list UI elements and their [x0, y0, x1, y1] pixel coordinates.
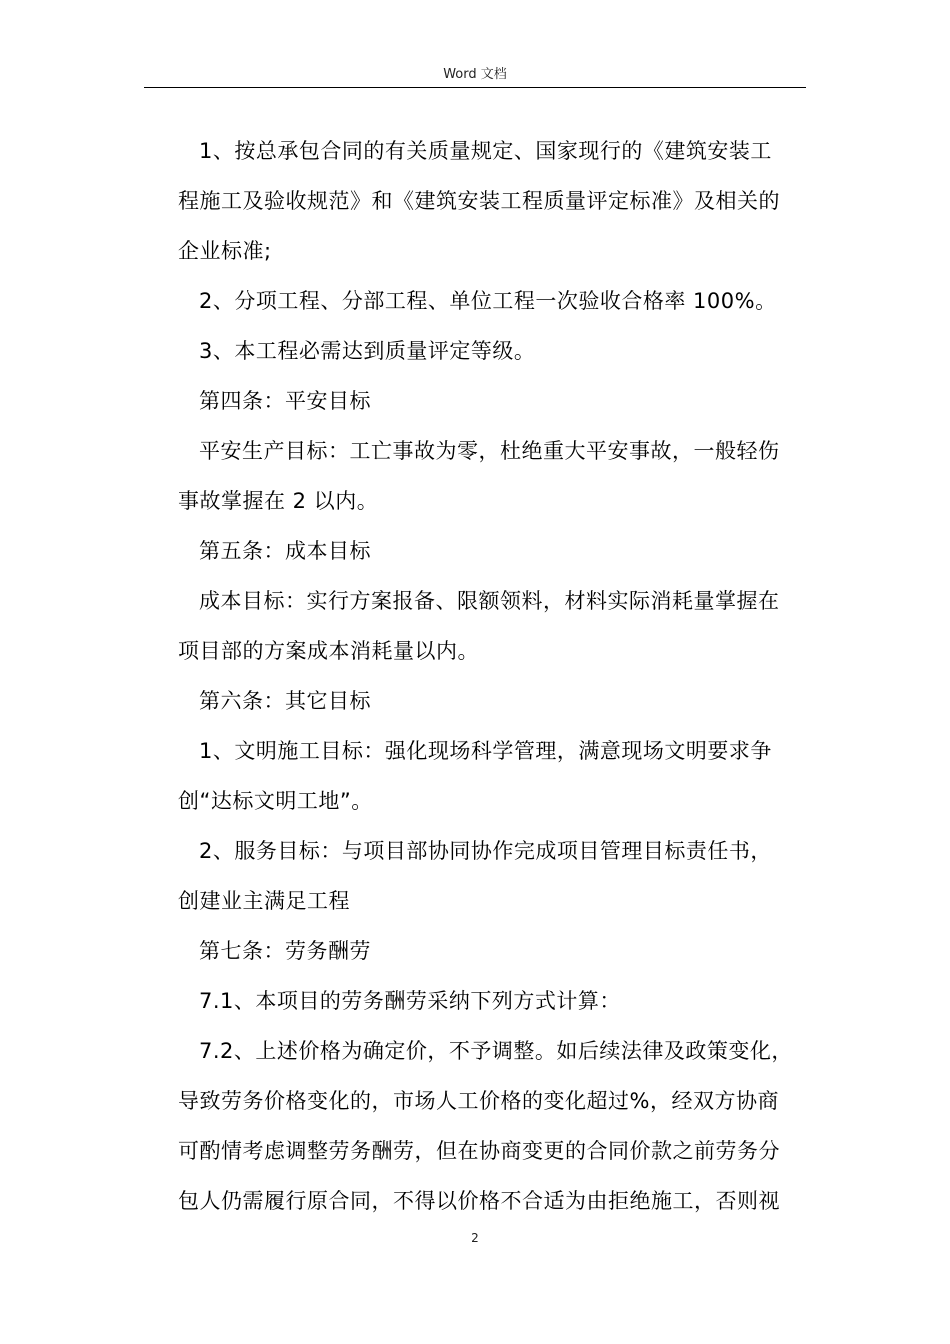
paragraph-line: 2、服务目标：与项目部协同协作完成项目管理目标责任书，	[199, 839, 772, 863]
paragraph-line: 成本目标：实行方案报备、限额领料，材料实际消耗量掌握在	[199, 589, 780, 613]
paragraph-line: 创建业主满足工程	[178, 889, 350, 913]
paragraph-line: 可酌情考虑调整劳务酬劳，但在协商变更的合同价款之前劳务分	[178, 1139, 780, 1163]
paragraph-line: 1、文明施工目标：强化现场科学管理，满意现场文明要求争	[199, 739, 772, 763]
paragraph-line: 3、本工程必需达到质量评定等级。	[199, 339, 536, 363]
paragraph-line: 7.1、本项目的劳务酬劳采纳下列方式计算：	[199, 989, 621, 1013]
paragraph-line: 7.2、上述价格为确定价，不予调整。如后续法律及政策变化，	[199, 1039, 793, 1063]
page-number: 2	[471, 1231, 479, 1245]
paragraph-line: 1、按总承包合同的有关质量规定、国家现行的《建筑安装工	[199, 139, 772, 163]
document-body	[178, 126, 806, 1226]
section-heading: 第四条：平安目标	[199, 389, 371, 413]
section-heading: 第五条：成本目标	[199, 539, 371, 563]
paragraph-line: 程施工及验收规范》和《建筑安装工程质量评定标准》及相关的	[178, 189, 780, 213]
header-divider	[144, 87, 806, 88]
paragraph-line: 事故掌握在 2 以内。	[178, 489, 379, 513]
paragraph-line: 项目部的方案成本消耗量以内。	[178, 639, 479, 663]
paragraph-line: 平安生产目标：工亡事故为零，杜绝重大平安事故，一般轻伤	[199, 439, 780, 463]
page-header: Word 文档	[443, 67, 507, 82]
paragraph-line: 企业标准;	[178, 239, 272, 263]
section-heading: 第六条：其它目标	[199, 689, 371, 713]
paragraph-line: 2、分项工程、分部工程、单位工程一次验收合格率 100%。	[199, 289, 777, 313]
paragraph-line: 包人仍需履行原合同，不得以价格不合适为由拒绝施工，否则视	[178, 1189, 780, 1213]
paragraph-line: 创“达标文明工地”。	[178, 789, 373, 813]
section-heading: 第七条：劳务酬劳	[199, 939, 371, 963]
paragraph-line: 导致劳务价格变化的，市场人工价格的变化超过%，经双方协商	[178, 1089, 779, 1113]
